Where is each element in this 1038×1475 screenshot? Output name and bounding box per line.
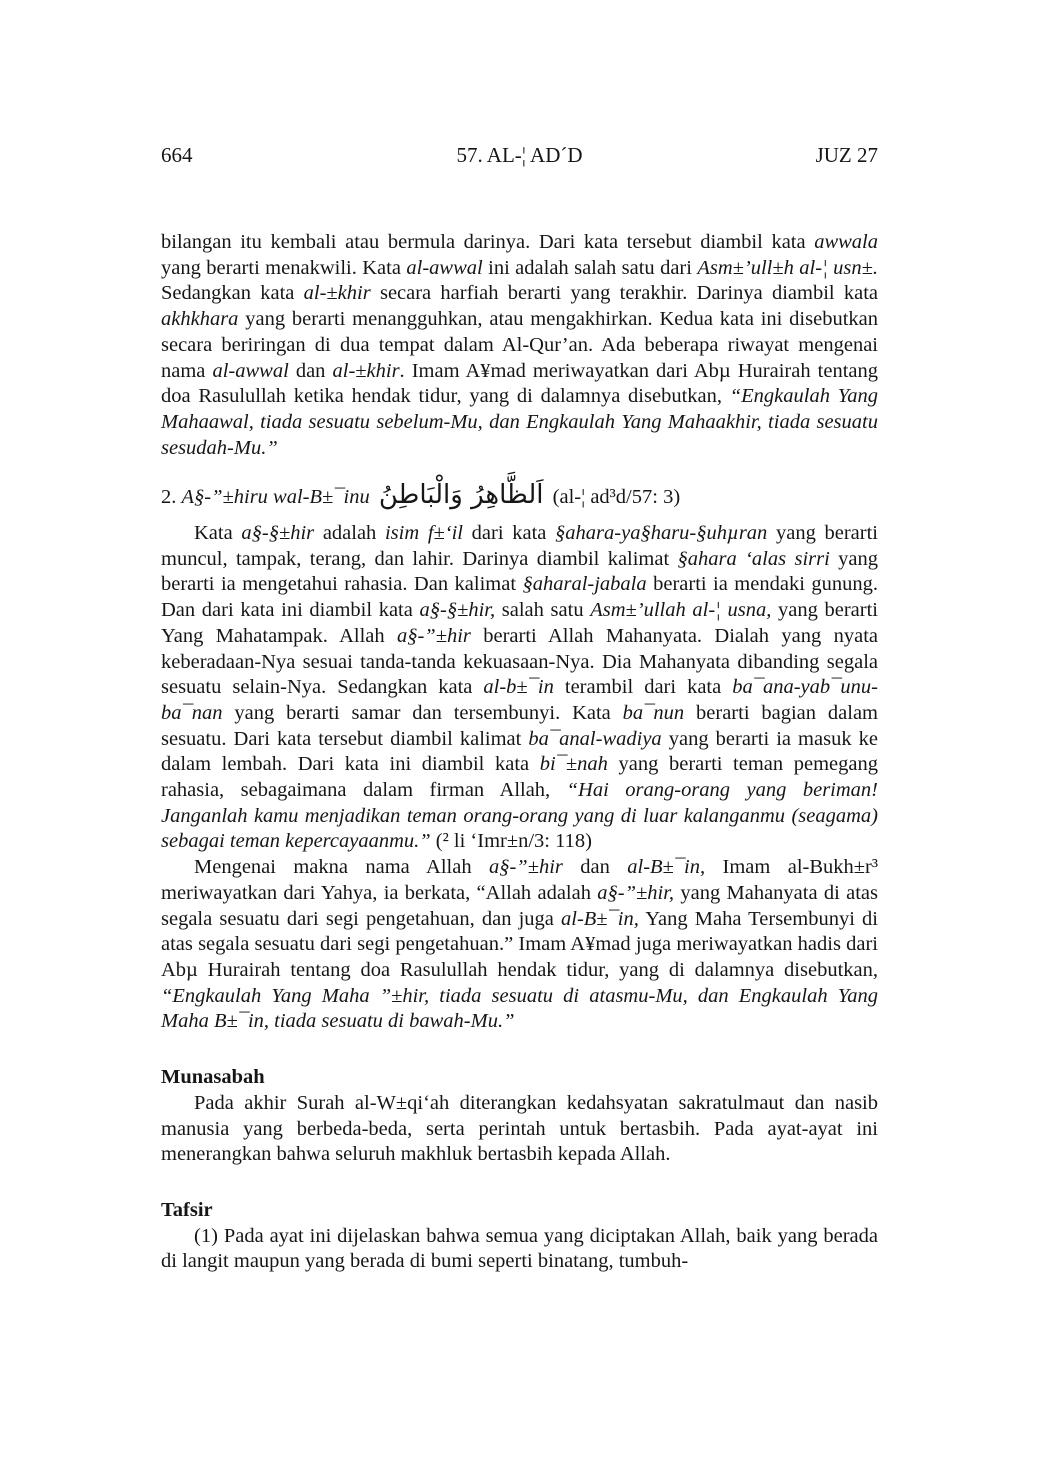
text-run: Mengenai makna nama Allah (194, 856, 489, 879)
transliteration-text: a§-§±hir (241, 522, 315, 545)
paragraph-zahir-batin (161, 521, 878, 855)
text-run: salah satu (495, 599, 591, 622)
transliteration-text: akhkhara (161, 308, 239, 331)
text-run: berarti Allah Mahanyata. Dialah yang nyata keberadaan-Nya sesuai tanda-tanda kekuasaan-Nya. Dia Mahanyata dibanding segala sesuatu selain-Nya. Sedangkan kata (161, 624, 878, 699)
transliteration-text: §aharal-jabala (522, 573, 647, 596)
text-run: Yang Maha Tersembunyi di atas segala sesuatu dari segi pengetahuan.” Imam A¥mad juga meriwayatkan hadis dari Abµ Hurairah tentang doa Rasulullah hendak tidur, yang di dalamnya disebutkan, (161, 907, 879, 981)
munasabah-title: Munasabah (161, 1066, 265, 1089)
transliteration-text: “Engkaulah Yang Maha ”±hir, tiada sesuatu di atasmu-Mu, dan Engkaulah Yang Maha B±¯in, tiada sesuatu di bawah-Mu.” (161, 984, 878, 1033)
transliteration-text: a§-§±hir, (419, 599, 496, 622)
text-run: yang berarti ia mengetahui rahasia. Dan kalimat (161, 547, 878, 596)
transliteration-text: al-B±¯in, (627, 856, 706, 879)
transliteration-text: ba¯anal-wadiya (528, 727, 662, 750)
text-run: yang Mahanyata di atas segala sesuatu dari segi pengetahuan, dan juga (161, 881, 878, 930)
text-run: (al-¦ ad³d/57: 3) (547, 486, 681, 509)
text-run: Sedangkan kata (161, 282, 304, 305)
transliteration-text: bi¯±nah (539, 753, 608, 776)
transliteration-text: §ahara ‘alas sirri (677, 547, 830, 570)
transliteration-text: Asm±’ullah al-¦ usna, (590, 599, 772, 622)
text-run: berarti bagian dalam sesuatu. Dari kata tersebut diambil kalimat (161, 701, 878, 750)
text-run: terambil dari kata (553, 676, 733, 699)
tafsir-title: Tafsir (161, 1198, 213, 1221)
text-run: . Imam A¥mad meriwayatkan dari Abµ Hurairah tentang doa Rasulullah ketika hendak tidur, yang di dalamnya disebutkan, (161, 359, 878, 408)
munasabah-paragraph: Pada akhir Surah al-W±qi‘ah diterangkan kedahsyatan sakratulmaut dan nasib manusia yang berbeda-beda, serta perintah untuk bertasbih. Pada ayat-ayat ini menerangkan bahwa seluruh makhluk bertasbih kepada Allah. (161, 1091, 878, 1166)
transliteration-text: al-±khir (332, 359, 400, 382)
transliteration-text: a§-”±hir (396, 624, 471, 647)
transliteration-text: ba¯ana-yab¯unu-ba¯nan (161, 676, 878, 724)
transliteration-text: “Hai orang-orang yang beriman! Janganlah kamu menjadikan teman orang-orang yang di luar kalanganmu (seagama) sebagai teman kepercayaanmu.” (161, 779, 878, 853)
transliteration-text: al-awwal (406, 256, 483, 279)
transliteration-text: isim f±‘il (384, 522, 463, 545)
transliteration-text: A§-”±hiru wal-B±¯inu (181, 486, 375, 509)
text-run: yang berarti samar dan tersembunyi. Kata (222, 701, 623, 724)
text-run: yang berarti menakwili. Kata (161, 256, 407, 279)
text-run: berarti ia mendaki gunung. Dan dari kata ini diambil kata (161, 573, 878, 622)
transliteration-text: a§-”±hir (488, 856, 563, 879)
arabic-text: اَلظَّاهِرُ وَالْبَاطِنُ (378, 480, 544, 511)
text-run: yang berarti muncul, tampak, terang, dan lahir. Darinya diambil kalimat (161, 522, 878, 570)
page-body (161, 230, 878, 1275)
transliteration-text: §ahara-ya§haru-§uhµran (555, 522, 768, 545)
text-run: dari kata (463, 522, 556, 545)
tafsir-paragraph: (1) Pada ayat ini dijelaskan bahwa semua yang diciptakan Allah, baik yang berada di langit maupun yang berada di bumi seperti binatang, tumbuh- (161, 1224, 878, 1273)
text-run: (² li ‘Imr±n/3: 118) (430, 830, 592, 853)
juz-label: JUZ 27 (815, 143, 878, 167)
transliteration-text: al-awwal (212, 359, 289, 382)
transliteration-text: ba¯nun (622, 701, 685, 724)
text-run: yang berarti teman pemegang rahasia, sebagaimana dalam firman Allah, (161, 753, 878, 802)
text-run: 2. (161, 486, 182, 509)
chapter-title: 57. AL-¦ AD´D (456, 143, 583, 167)
text-run: Kata (194, 522, 242, 545)
text-run: bilangan itu kembali atau bermula darinya. Dari kata tersebut diambil kata (161, 231, 815, 253)
subsection-heading-azzahir-albatin (161, 482, 878, 511)
transliteration-text: awwala (814, 231, 878, 253)
text-run: secara harfiah berarti yang terakhir. Darinya diambil kata (370, 282, 878, 305)
transliteration-text: al-b±¯in (483, 676, 554, 699)
text-run: yang berarti ia masuk ke dalam lembah. Dari kata ini diambil kata (161, 727, 878, 776)
running-header (161, 143, 878, 168)
paragraph-continuation (161, 230, 878, 461)
transliteration-text: Asm±’ull±h al-¦ usn±. (697, 256, 878, 279)
transliteration-text: al-B±¯in, (561, 907, 639, 930)
text-run: yang berarti menangguhkan, atau mengakhirkan. Kedua kata ini disebutkan secara beriringan di dua tempat dalam Al-Qur’an. Ada beberapa riwayat mengenai nama (161, 308, 878, 382)
page-number: 664 (161, 143, 193, 167)
paragraph-riwayat-bukhari (161, 855, 878, 1035)
text-run: yang berarti Yang Mahatampak. Allah (161, 599, 878, 647)
transliteration-text: a§-”±hir, (597, 881, 675, 904)
text-run: ini adalah salah satu dari (482, 256, 698, 279)
transliteration-text: “Engkaulah Yang Mahaawal, tiada sesuatu sebelum-Mu, dan Engkaulah Yang Mahaakhir, tiada sesuatu sesudah-Mu.” (161, 385, 878, 459)
text-run: adalah (314, 522, 385, 545)
text-run: dan (288, 359, 333, 382)
text-run: Imam al-Bukh±r³ meriwayatkan dari Yahya, ia berkata, “Allah adalah (161, 856, 878, 904)
transliteration-text: al-±khir (303, 282, 371, 305)
text-run: dan (562, 856, 628, 879)
